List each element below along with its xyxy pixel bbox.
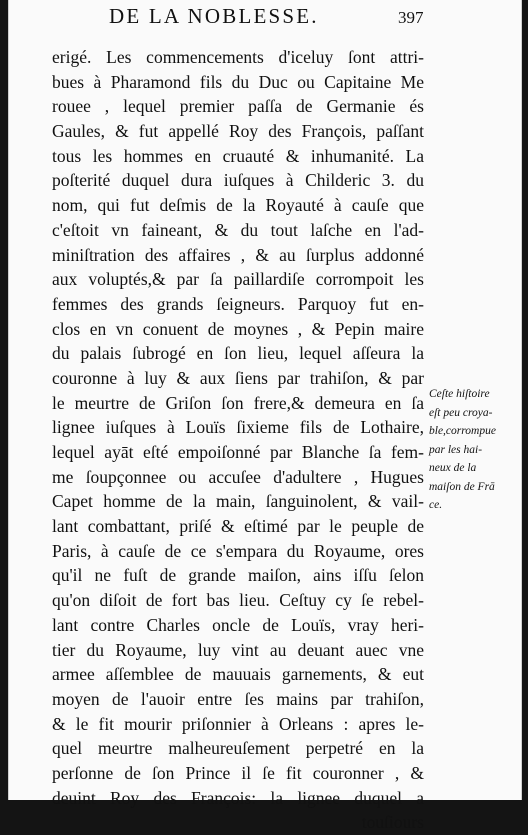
margin-note-line: eſt peu croya- [429,406,493,419]
margin-note-line: par les hai- [429,443,483,456]
text-line: lant combattant, priſé & eſtimé par le peuple de [52,516,424,537]
text-line: Gaules, & fut appellé Roy des François, paſſant [52,121,424,142]
text-line: moyen de l'auoir entre ſes mains par trahiſon, [52,688,424,709]
text-line: couronne à luy & aux ſiens par trahiſon, & par [52,367,424,388]
text-line: deuint Roy des François: la lignee duquel a [52,787,424,808]
text-line: & le fit mourir priſonnier à Orleans : apres le- [52,713,424,734]
text-line: tous les hommes en cruauté & inhumanité. La [52,145,424,166]
text-line: rouee , lequel premier paſſa de Germanie és [52,96,424,117]
text-line: armee aſſemblee de mauuais garnements, & eut [52,664,424,685]
text-line: qu'il ne fuſt de grande maiſon, ains iſſu ſelon [52,565,424,586]
text-line: aux voluptés,& par ſa paillardiſe corrompoit les [52,269,424,290]
text-line: lequel ayāt eſté empoiſonné par Blanche ſa fem- [52,442,424,462]
text-line: Capet homme de la main, ſanguinolent, & vail- [52,491,424,512]
catchword: touſiours [361,812,424,833]
main-text-block [52,45,424,835]
text-line: tier du Royaume, luy vint au deuant auec vne [52,639,424,660]
text-line: Paris, à cauſe de ce s'empara du Royaume, ores [52,540,424,561]
text-line: miniſtration des affaires , & au ſurplus addonné [52,244,424,265]
text-line: erigé. Les commencements d'iceluy ſont attri- [52,47,424,67]
book-page [8,0,522,833]
text-line: nom, qui fut deſmis de la Royauté à cauſe que [52,195,424,216]
text-line: femmes des grands ſeigneurs. Parquoy fut en- [52,293,424,314]
text-line: qu'on diſoit de fort bas lieu. Ceſtuy cy ſe rebel- [52,590,424,611]
margin-note-line: maiſon de Frā [429,480,495,493]
margin-note-line: neux de la [429,462,477,474]
text-line: le meurtre de Griſon ſon frere,& demeura en ſa [52,392,424,413]
text-line: du palais ſubrogé en ſon lieu, lequel aſſeura la [52,343,424,364]
margin-note [429,385,519,515]
text-line: clos en vn conuent de moynes , & Pepin maire [52,318,424,339]
text-line: perſonne de ſon Prince il ſe fit couronner , & [52,762,424,783]
text-line: lignee iuſques à Louïs ſixieme fils de Lothaire, [52,417,424,438]
text-line: quel meurtre malheureuſement perpetré en la [52,738,424,759]
margin-note-line: ce. [429,499,443,511]
text-line: lant contre Charles oncle de Louïs, vray heri- [52,614,424,635]
page-number: 397 [398,8,424,27]
text-line: poſterité duquel dura iuſques à Childeric 3. du [52,170,424,191]
text-line: c'eſtoit vn faineant, & du tout laſche en l'ad- [52,219,424,240]
text-line: bues à Pharamond fils du Duc ou Capitaine Me [52,71,424,92]
running-title: DE LA NOBLESSE. [109,4,319,28]
margin-note-line: Ceſte hiſtoire [429,388,490,400]
margin-note-line: ble,corrompue [429,425,496,437]
text-line: me ſoupçonnee ou accuſee d'adultere , Hugues [52,466,424,487]
